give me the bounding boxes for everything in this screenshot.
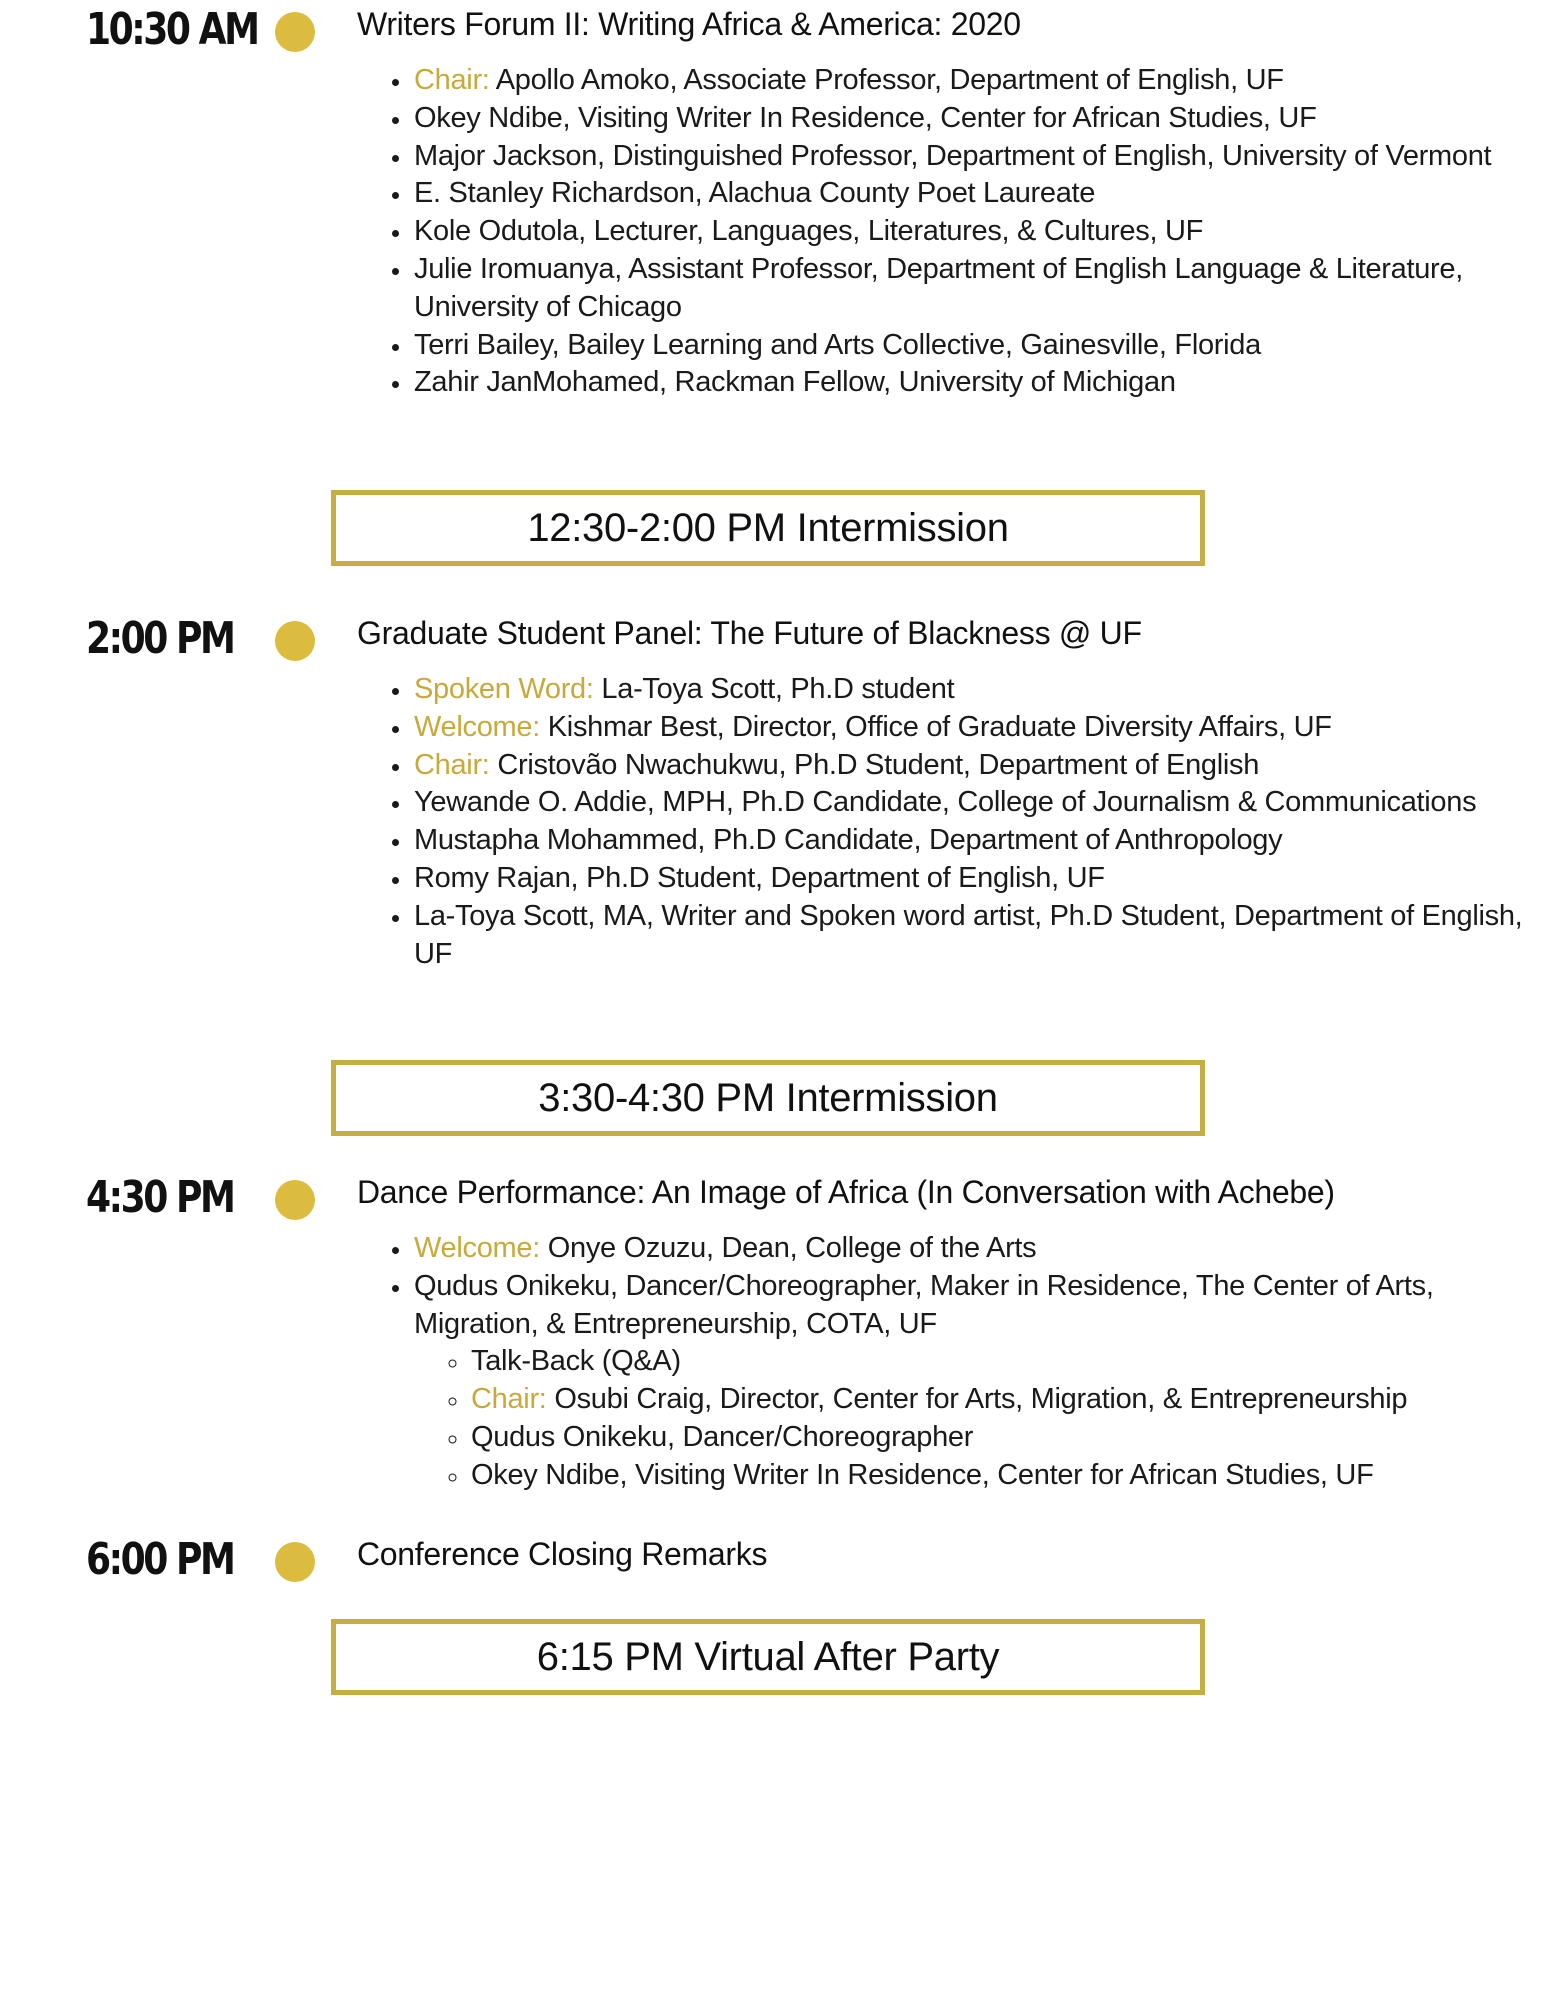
participant-text: Terri Bailey, Bailey Learning and Arts Collective, Gainesville, Florida — [414, 328, 1261, 361]
timeline-dot-icon — [275, 1542, 315, 1582]
participant-text: Apollo Amoko, Associate Professor, Department of English, UF — [495, 64, 1284, 96]
participant-list — [357, 62, 1545, 402]
participant-text: Qudus Onikeku, Dancer/Choreographer — [471, 1420, 974, 1453]
participant-text: La-Toya Scott, Ph.D student — [601, 673, 955, 705]
list-item — [469, 1343, 1545, 1381]
session-title: Writers Forum II: Writing Africa & America: 2020 — [357, 6, 1021, 42]
participant-text: Kole Odutola, Lecturer, Languages, Literatures, & Cultures, UF — [414, 215, 1204, 248]
session-title: Dance Performance: An Image of Africa (In Conversation with Achebe) — [357, 1174, 1335, 1210]
session-time: 6:00 PM — [86, 1534, 234, 1585]
participant-text: Cristovão Nwachukwu, Ph.D Student, Department of English — [497, 748, 1260, 781]
role-label: Chair: — [471, 1383, 547, 1416]
role-label: Welcome: — [414, 710, 540, 743]
list-item — [412, 898, 1545, 974]
participant-text: Qudus Onikeku, Dancer/Choreographer, Maker in Residence, The Center of Arts, Migration, & Entrepreneurship, COTA, UF — [414, 1269, 1434, 1340]
intermission-banner: 12:30-2:00 PM Intermission — [331, 490, 1205, 566]
session-time: 2:00 PM — [86, 613, 234, 664]
list-item — [412, 1268, 1545, 1495]
timeline-dot-icon — [275, 12, 315, 52]
participant-text: Mustapha Mohammed, Ph.D Candidate, Department of Anthropology — [414, 824, 1283, 857]
list-item — [412, 251, 1545, 327]
list-item — [412, 784, 1545, 822]
participant-list — [357, 671, 1545, 973]
list-item — [469, 1457, 1545, 1495]
timeline-dot-icon — [275, 621, 315, 661]
participant-text: Romy Rajan, Ph.D Student, Department of English, UF — [414, 861, 1105, 894]
participant-text: E. Stanley Richardson, Alachua County Poet Laureate — [414, 177, 1096, 210]
session-title: Conference Closing Remarks — [357, 1536, 768, 1572]
list-item — [469, 1381, 1545, 1419]
list-item — [412, 747, 1545, 785]
list-item — [412, 860, 1545, 898]
role-label: Chair: — [414, 748, 490, 781]
participant-text: Onye Ozuzu, Dean, College of the Arts — [547, 1232, 1037, 1264]
list-item — [412, 327, 1545, 365]
list-item — [412, 822, 1545, 860]
timeline-dot-icon — [275, 1180, 315, 1220]
role-label: Welcome: — [414, 1232, 540, 1264]
participant-text: Zahir JanMohamed, Rackman Fellow, University of Michigan — [414, 366, 1176, 399]
list-item — [412, 1230, 1545, 1268]
session-time: 4:30 PM — [86, 1172, 234, 1223]
participant-text: Major Jackson, Distinguished Professor, Department of English, University of Vermont — [414, 139, 1492, 172]
participant-text: Okey Ndibe, Visiting Writer In Residence, Center for African Studies, UF — [471, 1458, 1374, 1491]
participant-text: Osubi Craig, Director, Center for Arts, Migration, & Entrepreneurship — [554, 1383, 1408, 1416]
list-item — [412, 671, 1545, 709]
participant-text: Talk-Back (Q&A) — [471, 1345, 681, 1378]
session-time: 10:30 AM — [86, 4, 258, 55]
list-item — [412, 213, 1545, 251]
role-label: Chair: — [414, 64, 490, 96]
session-title: Graduate Student Panel: The Future of Blackness @ UF — [357, 615, 1142, 651]
list-item — [412, 364, 1545, 402]
list-item — [412, 709, 1545, 747]
list-item — [469, 1419, 1545, 1457]
participant-text: Kishmar Best, Director, Office of Graduate Diversity Affairs, UF — [547, 710, 1332, 743]
role-label: Spoken Word: — [414, 673, 594, 705]
after-party-banner: 6:15 PM Virtual After Party — [331, 1619, 1205, 1695]
list-item — [412, 175, 1545, 213]
list-item — [412, 100, 1545, 138]
participant-text: Okey Ndibe, Visiting Writer In Residence, Center for African Studies, UF — [414, 101, 1317, 134]
list-item — [412, 138, 1545, 176]
talkback-sublist — [414, 1343, 1545, 1494]
participant-list — [357, 1230, 1545, 1495]
participant-text: Yewande O. Addie, MPH, Ph.D Candidate, College of Journalism & Communications — [414, 786, 1477, 819]
list-item — [412, 62, 1545, 100]
intermission-banner: 3:30-4:30 PM Intermission — [331, 1060, 1205, 1136]
participant-text: Julie Iromuanya, Assistant Professor, Department of English Language & Literature, University of Chicago — [414, 252, 1463, 323]
participant-text: La-Toya Scott, MA, Writer and Spoken word artist, Ph.D Student, Department of English, UF — [414, 899, 1523, 970]
